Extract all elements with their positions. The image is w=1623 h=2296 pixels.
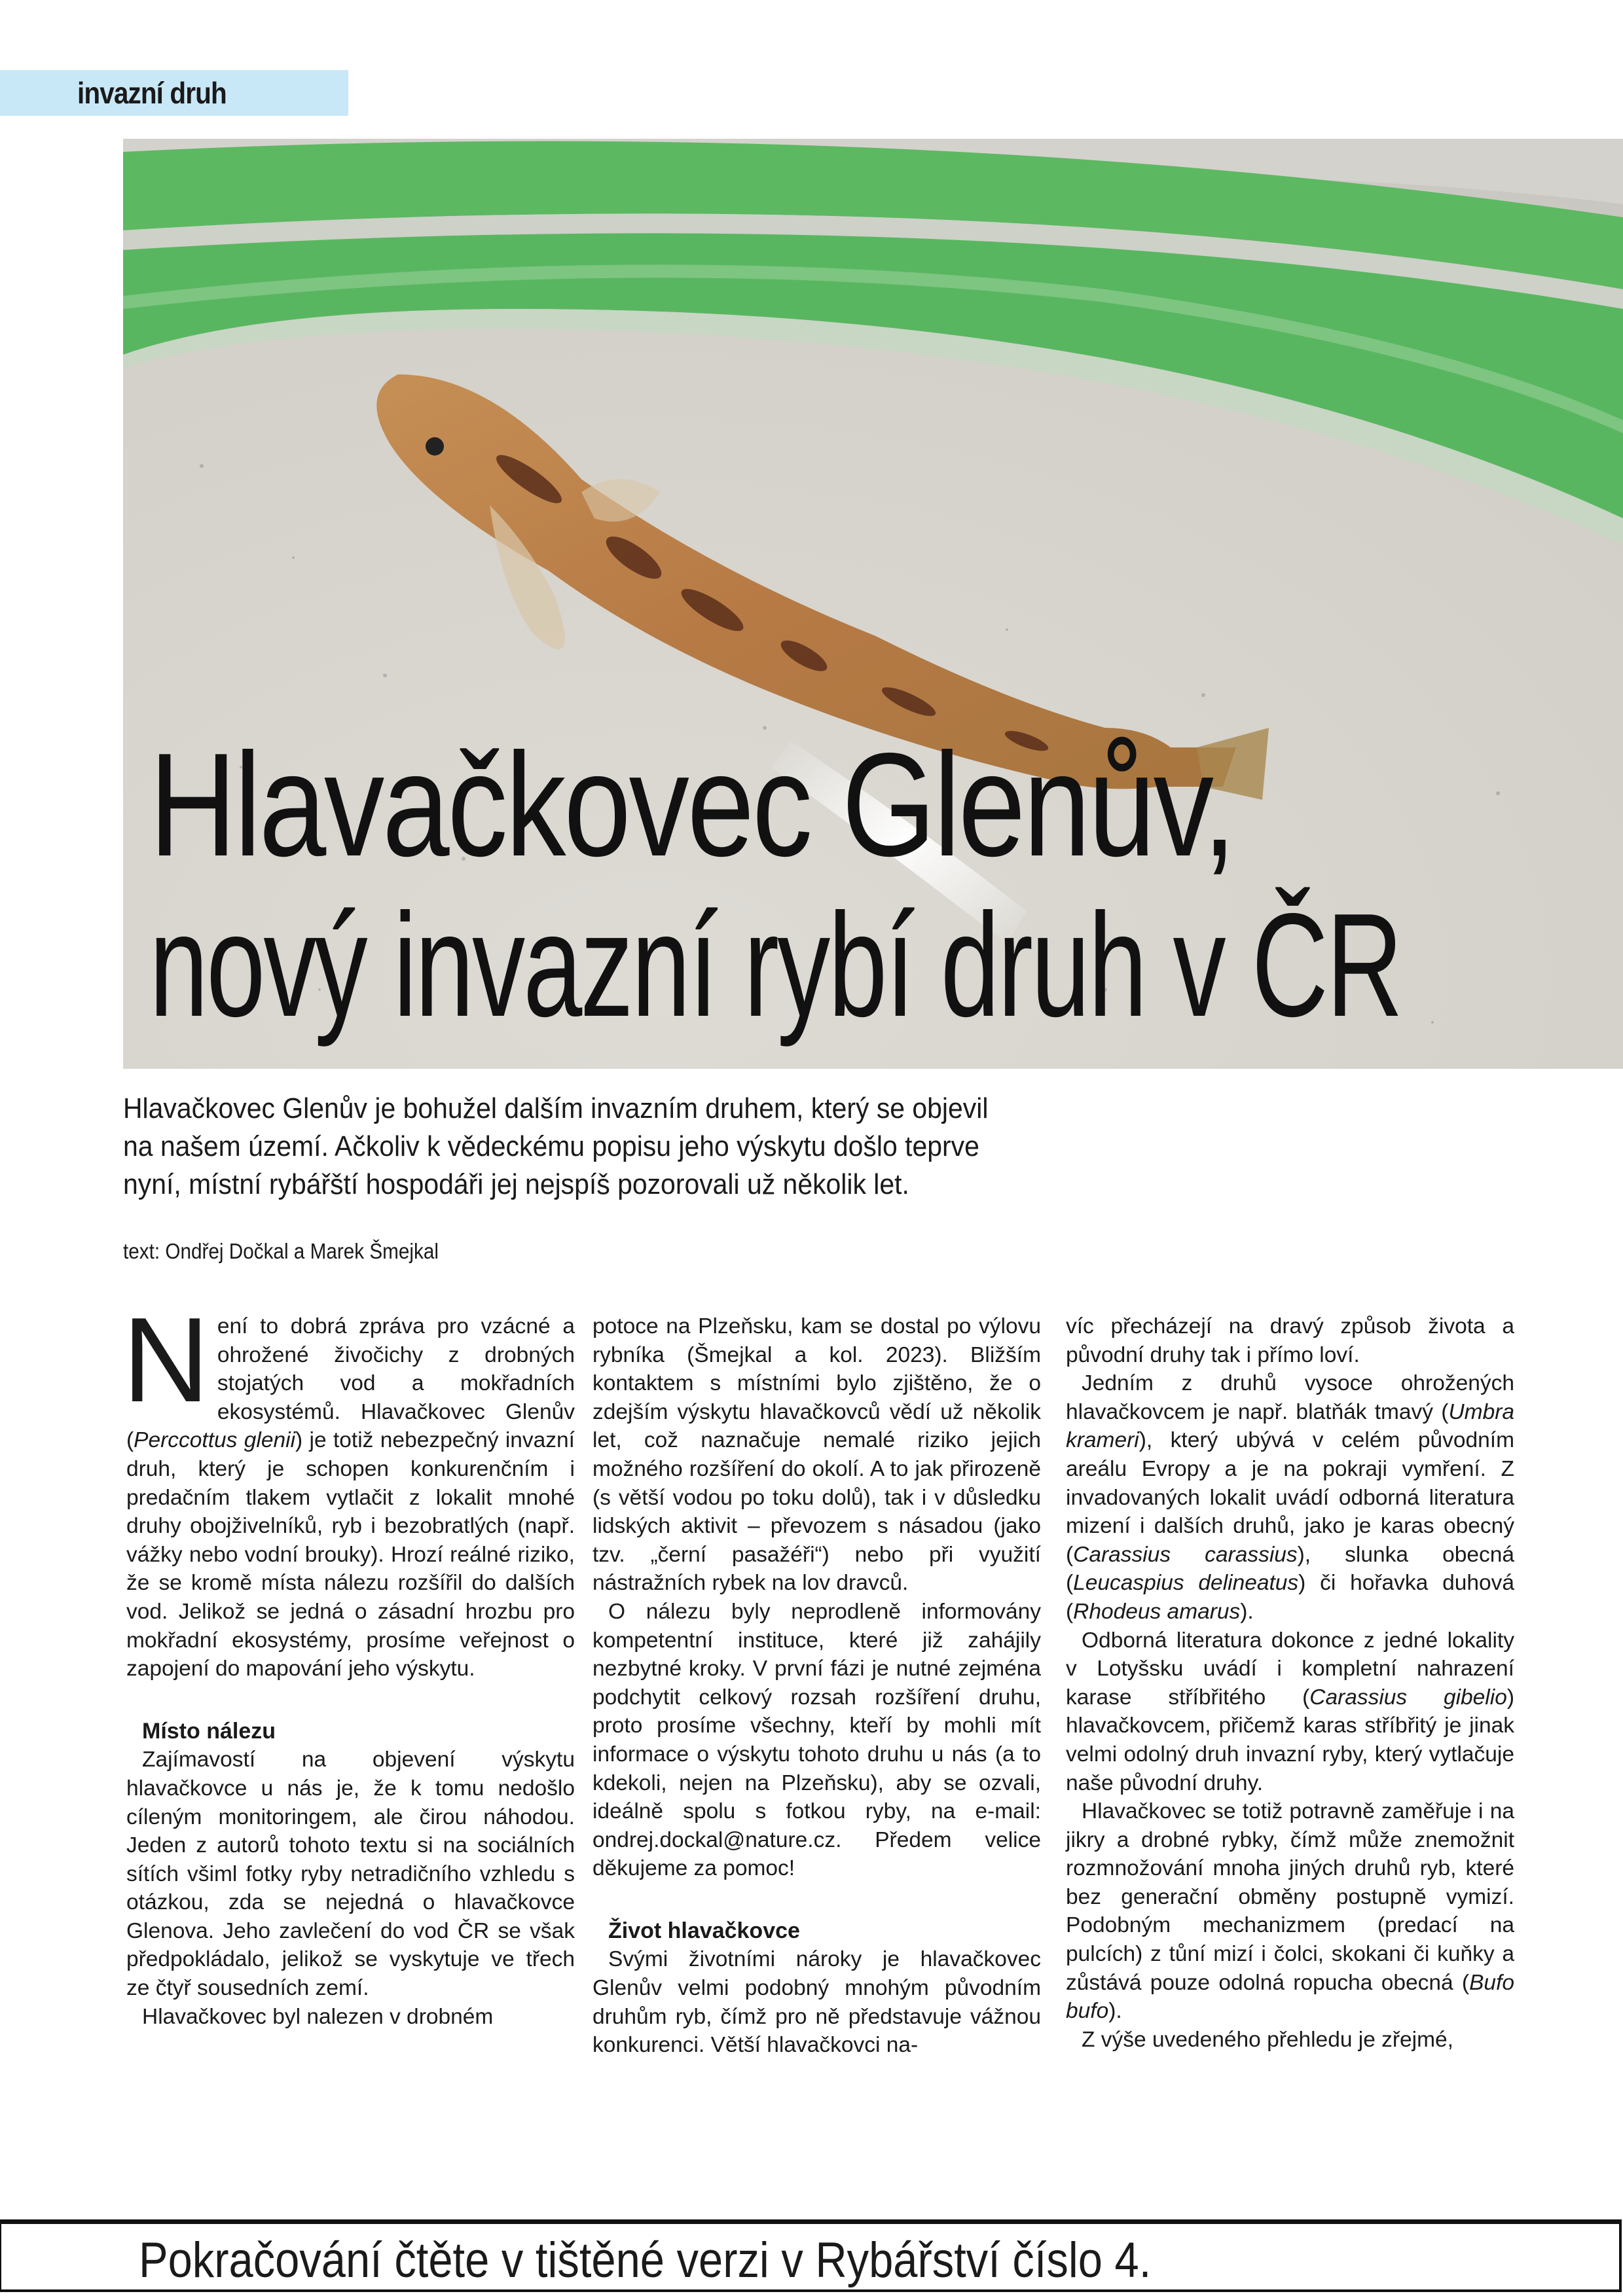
- lead-line: nyní, místní rybářští hospodáři jej nejspíš pozorovali už několik let.: [123, 1168, 909, 1200]
- section-tag: [0, 70, 348, 116]
- paragraph: víc přecházejí na dravý způsob života a původní druhy tak i přímo loví.: [1066, 1314, 1514, 1367]
- paragraph: Zajímavostí na objevení výskytu hlavačkovce u nás je, že k tomu nedošlo cíleným monitoringem, ale čirou náhodou. Jeden z autorů tohoto textu si na sociálních sítích všiml fotky ryby netradičního vzhledu s otázkou, zda se nejedná o hlavačkovce Glenova. Jeho zavlečení do vod ČR se však předpokládalo, jelikož se vyskytuje ve třech ze čtyř sousedních zemí.: [126, 1748, 575, 2001]
- text: ), který ubývá v celém původním areálu Evropy a je na pokraji vymření. Z invadovaných lokalit uvádí odborná literatura mizení i dalších druhů, jako je karas obecný (: [1066, 1428, 1514, 1567]
- lead-paragraph: [123, 1090, 1073, 1204]
- headline: Hlavačkovec Glenův,: [149, 722, 1235, 887]
- lead-line: na našem území. Ačkoliv k vědeckému popisu jeho výskytu došlo teprve: [123, 1130, 979, 1162]
- species-name: Leucaspius delineatus: [1073, 1571, 1299, 1596]
- lead-line: Hlavačkovec Glenův je bohužel dalším invazním druhem, který se objevil: [123, 1092, 989, 1124]
- species-name: Bufo bufo: [1066, 1970, 1514, 2024]
- text: Odborná literatura dokonce z jedné lokality v Lotyšsku uvádí i kompletní nahrazení karase stříbřitého (: [1066, 1628, 1514, 1710]
- paragraph: [122, 1292, 575, 1683]
- text: Hlavačkovec se totiž potravně zaměřuje i na jikry a drobné rybky, čímž může znemožnit rozmnožování mnoha jiných druhů ryb, které bez generační obměny postupně vymizí. Podobným mechanizmem (predací na pulcích) z tůní mizí i čolci, skokani či kuňky a zůstává pouze odolná ropucha obecná (: [1066, 1799, 1514, 1995]
- section-heading: Život hlavačkovce: [608, 1918, 800, 1943]
- section-tag-label: invazní druh: [77, 76, 227, 110]
- text: ení to dobrá zpráva pro vzácné a ohrožené živočichy z drobných stojatých vod a mokřadních ekosystémů. Hlavačkovec Glenův (: [126, 1314, 575, 1453]
- paragraph: [1066, 1369, 1514, 1626]
- paragraph: [1066, 1797, 1514, 2026]
- text: Jedním z druhů vysoce ohrožených hlavačkovcem je např. blatňák tmavý (: [1066, 1371, 1514, 1424]
- byline: text: Ondřej Dočkal a Marek Šmejkal: [123, 1239, 439, 1263]
- text: ) či hořavka duhová (: [1066, 1571, 1514, 1624]
- paragraph: O nálezu byly neprodleně informovány kompetentní instituce, které již zahájily nezbytné kroky. V první fázi je nutné zejména podchytit celkový rozsah rozšíření druhu, proto prosíme všechny, kteří by mohli mít informace o výskytu tohoto druhu u nás (a to kdekoli, nejen na Plzeňsku), aby se ozvali, ideálně spolu s fotkou ryby, na e-mail: ondrej.dockal@nature.cz. Předem velice děkujeme za pomoc!: [593, 1599, 1041, 1881]
- paragraph: [1066, 1626, 1514, 1798]
- article-column-3: [1066, 1312, 1514, 2054]
- species-name: Carassius carassius: [1073, 1542, 1298, 1567]
- text: ).: [1240, 1599, 1254, 1624]
- paragraph: potoce na Plzeňsku, kam se dostal po výlovu rybníka (Šmejkal a kol. 2023). Bližším kontaktem s místními bylo zjištěno, že o zdejším výskytu hlavačkovců vědí už několik let, což naznačuje nemalé riziko jejich možného rozšíření do okolí. A to jak přirozeně (s větší vodou po toku dolů), tak i v důsledku lidských aktivit – převozem s násadou (jako tzv. „černí pasažéři“) nebo při využití nástražních rybek na lov dravců.: [593, 1314, 1041, 1596]
- subheadline: nový invazní rybí druh v ČR: [149, 882, 1402, 1047]
- paragraph: Hlavačkovec byl nalezen v drobném: [142, 2004, 494, 2029]
- text: ) hlavačkovcem, přičemž karas stříbřitý je jinak velmi odolný druh invazní ryby, který vytlačuje naše původní druhy.: [1066, 1685, 1514, 1795]
- species-name: Perccottus glenii: [134, 1428, 296, 1453]
- continuation-banner: [0, 2219, 1622, 2292]
- text: ) je totiž nebezpečný invazní druh, který je schopen konkurenčním i predačním tlakem vytlačit z lokalit mnohé druhy obojživelníků, ryb i bezobratlých (např. vážky nebo vodní brouky). Hrozí reálné riziko, že se kromě místa nálezu rozšířil do dalších vod. Jelikož se jedná o zásadní hrozbu pro mokřadní ekosystémy, prosíme veřejnost o zapojení do mapování jeho výskytu.: [126, 1428, 575, 1681]
- hero-image: [123, 139, 1623, 1069]
- drop-cap: N: [122, 1292, 210, 1427]
- species-name: Rhodeus amarus: [1073, 1599, 1241, 1624]
- species-name: Umbra krameri: [1066, 1399, 1514, 1453]
- continuation-text: Pokračování čtěte v tištěné verzi v Rybářství číslo 4.: [139, 2233, 1152, 2288]
- section-heading: Místo nálezu: [142, 1718, 276, 1744]
- article-column-1: [122, 1292, 575, 2031]
- species-name: Carassius gibelio: [1309, 1685, 1507, 1710]
- paragraph: Z výše uvedeného přehledu je zřejmé,: [1082, 2027, 1453, 2052]
- text: ), slunka obecná (: [1066, 1542, 1514, 1596]
- text: ).: [1108, 1999, 1122, 2024]
- article-column-2: [593, 1312, 1041, 2060]
- paragraph: Svými životními nároky je hlavačkovec Glenův velmi podobný mnohým původním druhům ryb, čímž pro ně představuje vážnou konkurenci. Větší hlavačkovci na-: [593, 1947, 1041, 2058]
